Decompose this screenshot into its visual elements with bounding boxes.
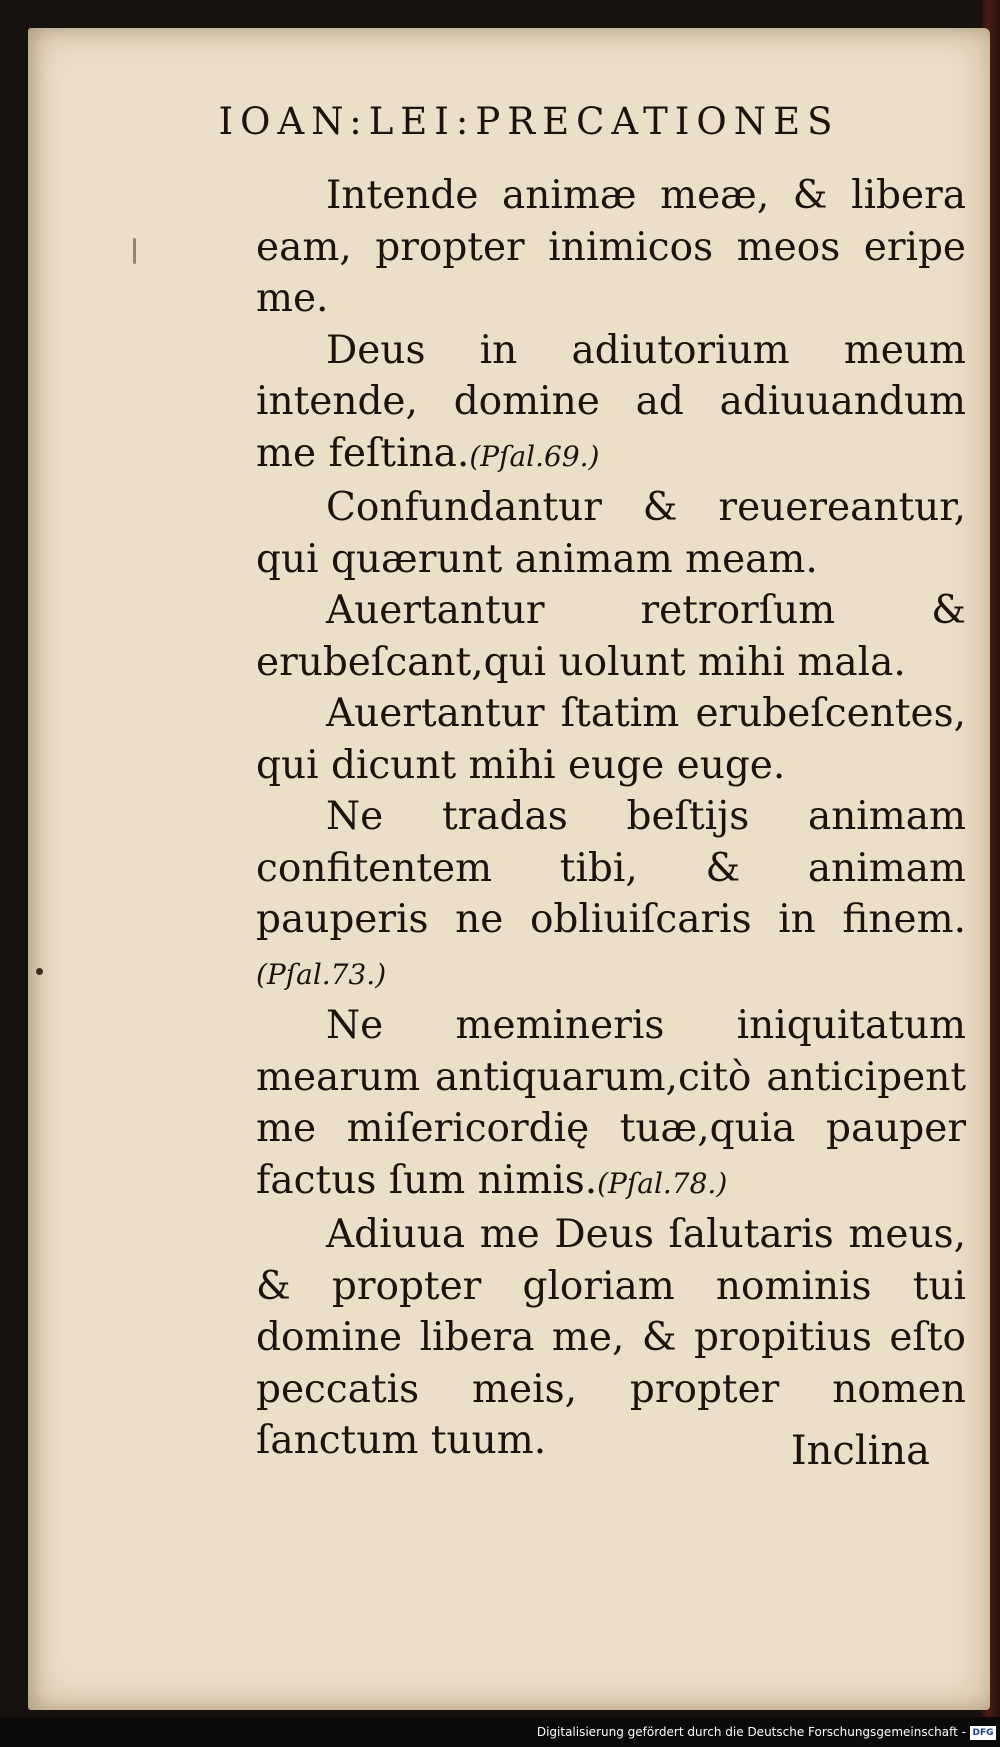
paragraph: [256, 791, 966, 1000]
ink-speck: [133, 238, 136, 264]
paragraph-text: Auertantur retrorſum & erubeſcant,qui uolunt mihi mala.: [256, 588, 966, 685]
paragraph: [256, 585, 966, 688]
paragraph-text: Auertantur ſtatim erubeſcentes, qui dicunt mihi euge euge.: [256, 691, 966, 788]
paragraph-text: Ne memineris iniquitatum mearum antiquarum,citò anticipent me miſericordię tuæ,quia pauper factus ſum nimis.: [256, 1003, 966, 1203]
funding-credit: Digitalisierung gefördert durch die Deutsche Forschungsgemeinschaft -: [536, 1725, 966, 1739]
paragraph-text: Adiuua me Deus ſalutaris meus, & propter gloriam nominis tui domine libera me, & propitius eſto peccatis meis, propter nomen ſanctum tuum.: [256, 1212, 966, 1463]
prayer-text: [256, 170, 966, 1467]
psalm-reference: (Pſal.78.): [597, 1166, 728, 1200]
paragraph: [256, 325, 966, 483]
paragraph: [256, 482, 966, 585]
psalm-reference: (Pſal.69.): [469, 439, 600, 473]
ink-speck: [36, 968, 43, 975]
running-head: IOAN:LEI:PRECATIONES: [218, 100, 840, 143]
footer-bar: [0, 1717, 1000, 1747]
paragraph: [256, 170, 966, 325]
book-page: [28, 28, 990, 1710]
paragraph-text: Confundantur & reuereantur, qui quærunt animam meam.: [256, 485, 966, 582]
psalm-reference: (Pſal.73.): [256, 957, 387, 991]
catchword: Inclina: [790, 1428, 930, 1474]
dfg-logo-icon: DFG: [970, 1726, 996, 1740]
paragraph: [256, 1000, 966, 1209]
paragraph-text: Deus in adiutorium meum intende, domine ad adiuuandum me feſtina.: [256, 327, 966, 476]
paragraph: [256, 688, 966, 791]
paragraph-text: Ne tradas beſtijs animam confitentem tibi, & animam pauperis ne obliuiſcaris in finem.: [256, 794, 966, 942]
paragraph-text: Intende animæ meæ, & libera eam, propter inimicos meos eripe me.: [256, 173, 966, 321]
